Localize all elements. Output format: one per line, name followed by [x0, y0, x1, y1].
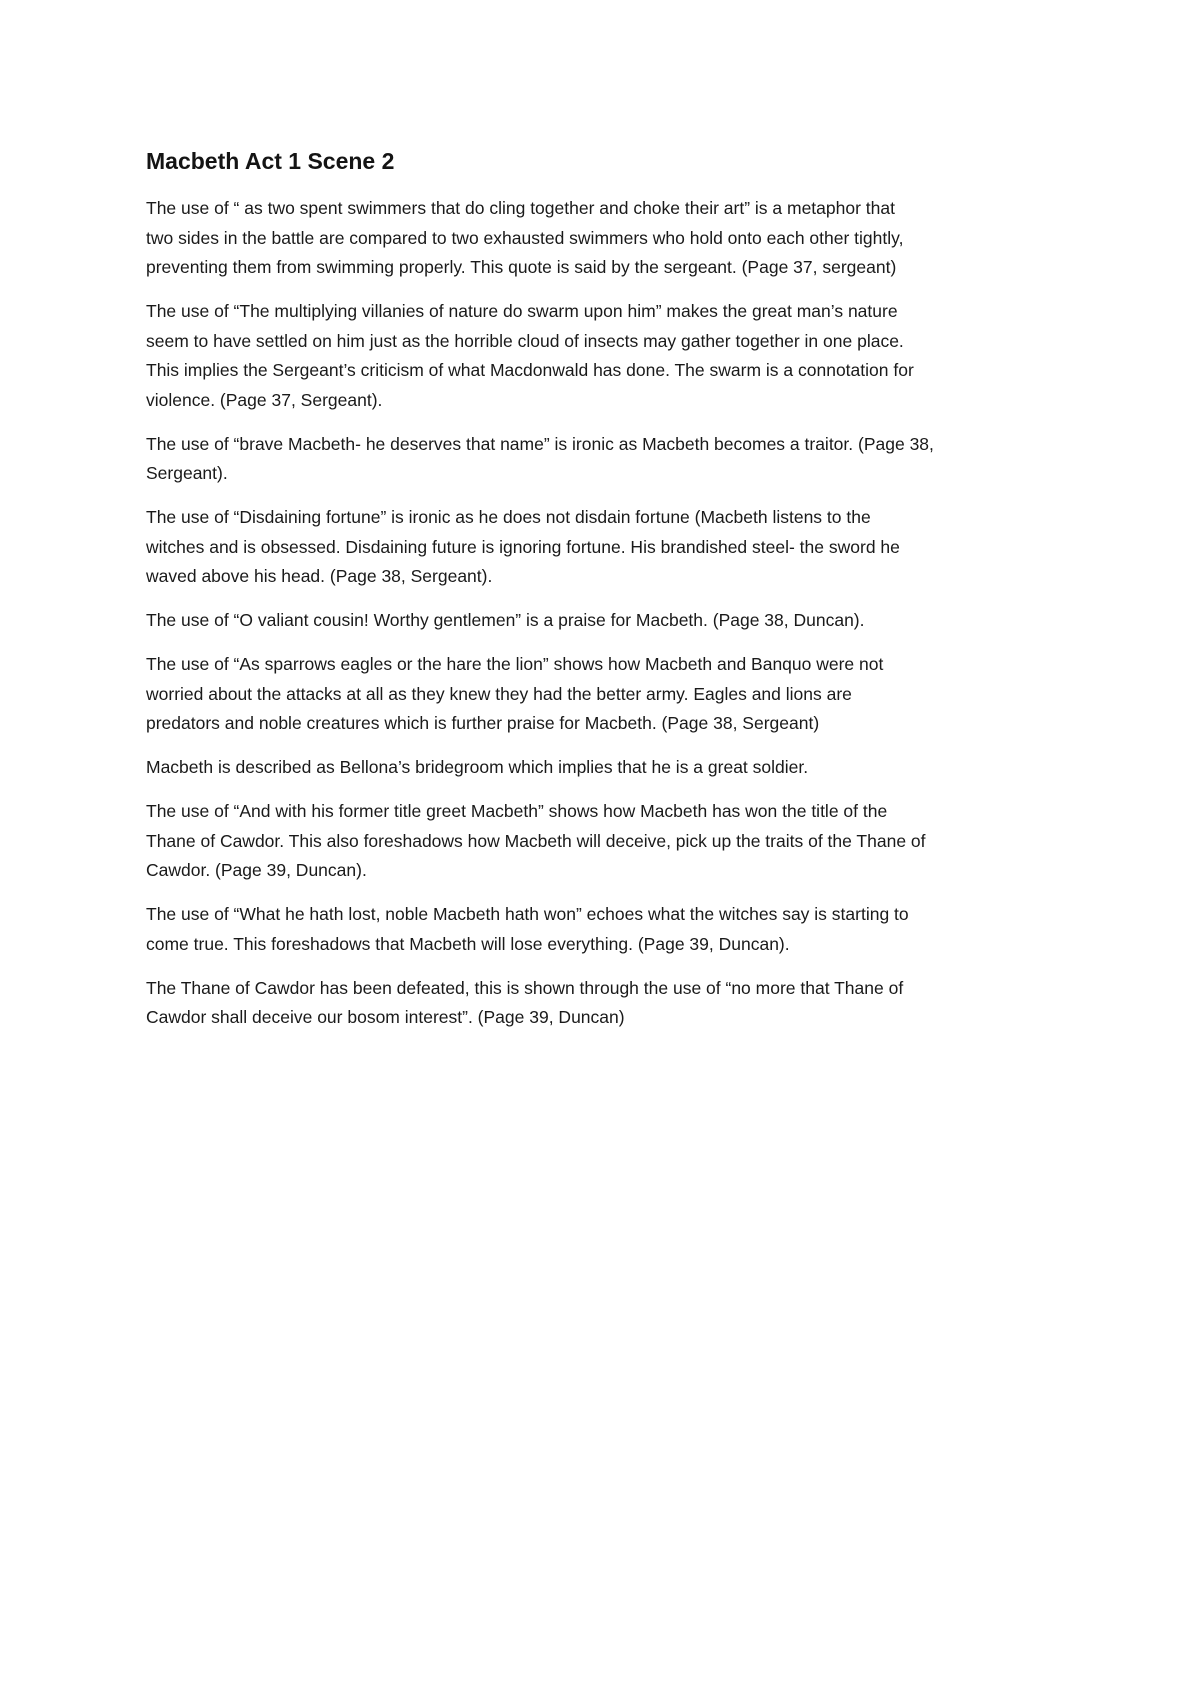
text-line: This implies the Sergeant’s criticism of what Macdonwald has done. The swarm is a connotation for	[146, 360, 914, 380]
document-title: Macbeth Act 1 Scene 2	[146, 148, 395, 174]
text-line: Macbeth is described as Bellona’s bridegroom which implies that he is a great soldier.	[146, 757, 809, 777]
text-line: come true. This foreshadows that Macbeth will lose everything. (Page 39, Duncan).	[146, 933, 790, 954]
text-line: The use of “ as two spent swimmers that do cling together and choke their art” is a metaphor that	[146, 198, 895, 218]
text-line: The use of “Disdaining fortune” is ironic as he does not disdain fortune (Macbeth listens to the	[146, 507, 871, 527]
paragraph	[146, 297, 1066, 415]
paragraph	[146, 430, 1066, 489]
text-line: Thane of Cawdor. This also foreshadows how Macbeth will deceive, pick up the traits of the Thane of	[146, 830, 926, 851]
text-line: two sides in the battle are compared to two exhausted swimmers who hold onto each other tightly,	[146, 227, 904, 248]
paragraph	[146, 797, 1066, 886]
text-line: Sergeant).	[146, 463, 228, 483]
text-line: Cawdor. (Page 39, Duncan).	[146, 860, 367, 880]
text-line: seem to have settled on him just as the horrible cloud of insects may gather together in one place.	[146, 330, 904, 351]
text-line: Cawdor shall deceive our bosom interest”. (Page 39, Duncan)	[146, 1007, 625, 1027]
text-line: witches and is obsessed. Disdaining future is ignoring fortune. His brandished steel- the sword he	[146, 536, 900, 557]
text-line: The use of “The multiplying villanies of nature do swarm upon him” makes the great man’s nature	[146, 301, 898, 321]
text-line: The use of “And with his former title greet Macbeth” shows how Macbeth has won the title of the	[146, 801, 888, 821]
text-line: worried about the attacks at all as they knew they had the better army. Eagles and lions are	[146, 683, 852, 704]
paragraph	[146, 900, 1066, 959]
paragraph	[146, 503, 1066, 592]
paragraph	[146, 753, 1066, 783]
document-body	[146, 146, 1066, 1047]
text-line: The use of “What he hath lost, noble Macbeth hath won” echoes what the witches say is starting to	[146, 904, 909, 924]
text-line: The use of “brave Macbeth- he deserves that name” is ironic as Macbeth becomes a traitor. (Page 38,	[146, 433, 934, 454]
text-line: The Thane of Cawdor has been defeated, this is shown through the use of “no more that Thane of	[146, 977, 904, 998]
paragraph	[146, 974, 1066, 1033]
paragraph	[146, 606, 1066, 636]
text-line: The use of “As sparrows eagles or the hare the lion” shows how Macbeth and Banquo were not	[146, 654, 884, 674]
text-line: predators and noble creatures which is further praise for Macbeth. (Page 38, Sergeant)	[146, 713, 820, 733]
text-line: waved above his head. (Page 38, Sergeant).	[146, 566, 493, 586]
paragraph	[146, 194, 1066, 283]
text-line: preventing them from swimming properly. This quote is said by the sergeant. (Page 37, sergeant)	[146, 257, 897, 277]
text-line: The use of “O valiant cousin! Worthy gentlemen” is a praise for Macbeth. (Page 38, Duncan).	[146, 610, 865, 630]
paragraph	[146, 650, 1066, 739]
text-line: violence. (Page 37, Sergeant).	[146, 389, 383, 410]
